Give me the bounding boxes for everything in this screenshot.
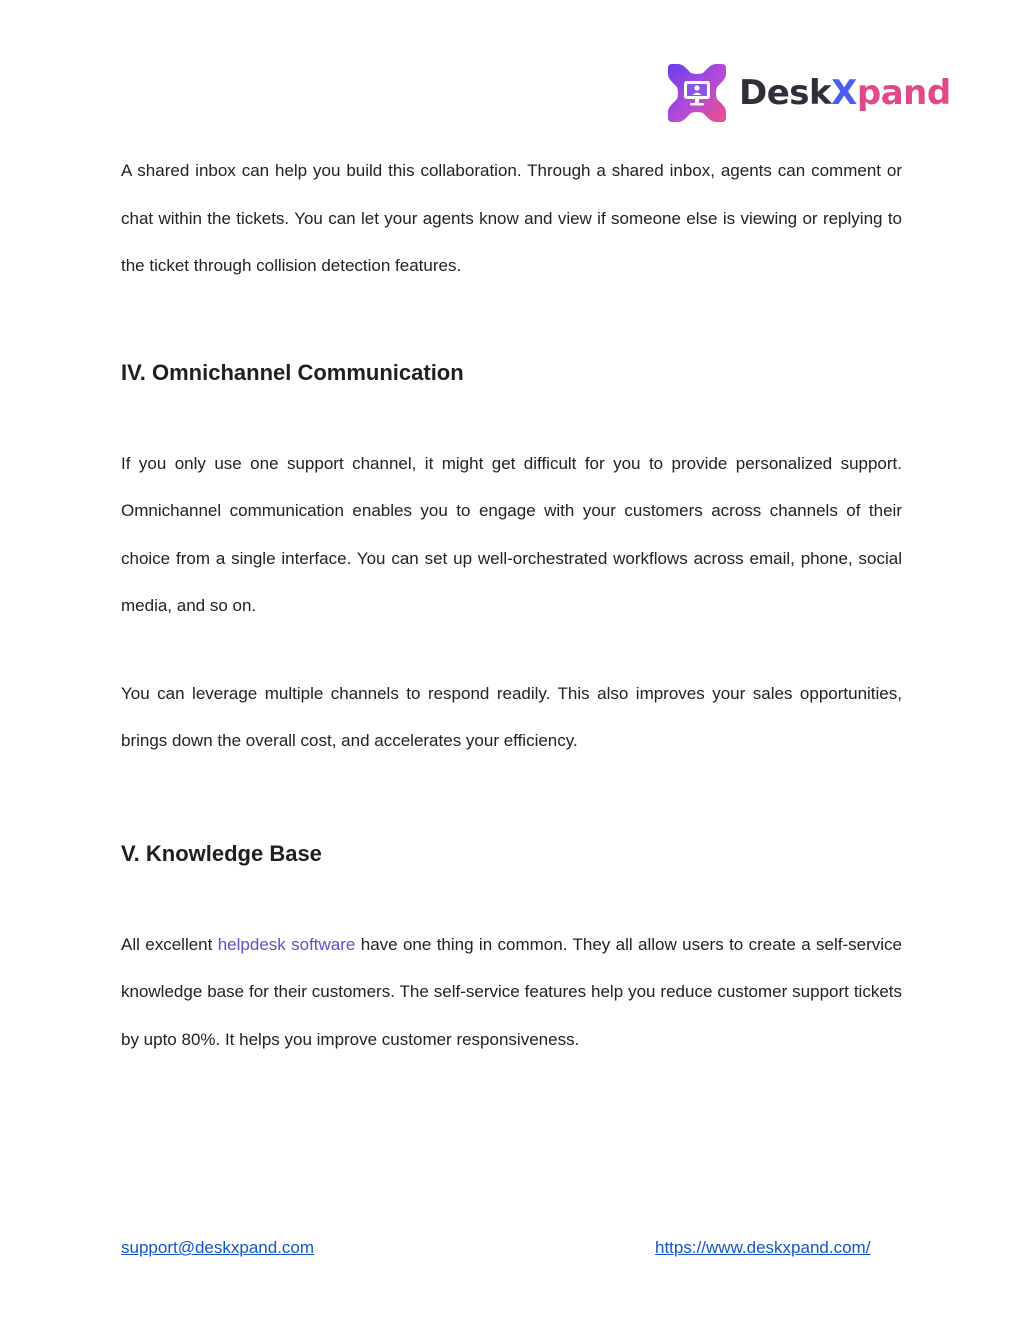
intro-paragraph: A shared inbox can help you build this collaboration. Through a shared inbox, agents can comment or chat within the tickets. You can let your agents know and view if someone else is viewing or replying to the ticket through collision detection features.	[121, 161, 902, 275]
brand-name-pand: pand	[856, 73, 951, 113]
footer-email-link[interactable]: support@deskxpand.com	[121, 1238, 315, 1257]
section-heading-omnichannel: IV. Omnichannel Communication	[121, 359, 464, 385]
document-body	[121, 147, 902, 1063]
brand-name-desk: Desk	[739, 73, 832, 113]
helpdesk-software-link[interactable]: helpdesk software	[217, 934, 356, 954]
knowledge-base-paragraph	[121, 921, 902, 1064]
omnichannel-paragraph-2: You can leverage multiple channels to respond readily. This also improves your sales opportunities, brings down the overall cost, and accelerates your efficiency.	[121, 683, 902, 750]
omnichannel-paragraph-1: If you only use one support channel, it might get difficult for you to provide personalized support. Omnichannel communication enables you to engage with your customers across channels of their choice from a single interface. You can set up well-orchestrated workflows across email, phone, social media, and so on.	[121, 453, 902, 615]
kb-text-after-link: have one thing in common. They all allow users to create a self-service knowledge base for their customers. The self-service features help you reduce customer support tickets by upto 80%. It helps you improve customer responsiveness.	[121, 934, 902, 1049]
monitor-user-icon	[664, 60, 730, 126]
section-heading-knowledge-base: V. Knowledge Base	[121, 840, 322, 866]
brand-wordmark	[739, 73, 951, 113]
kb-text-before-link: All excellent	[121, 934, 218, 954]
brand-name-x: X	[831, 73, 857, 113]
brand-logo	[664, 60, 951, 126]
footer-website-link[interactable]: https://www.deskxpand.com/	[655, 1238, 871, 1257]
